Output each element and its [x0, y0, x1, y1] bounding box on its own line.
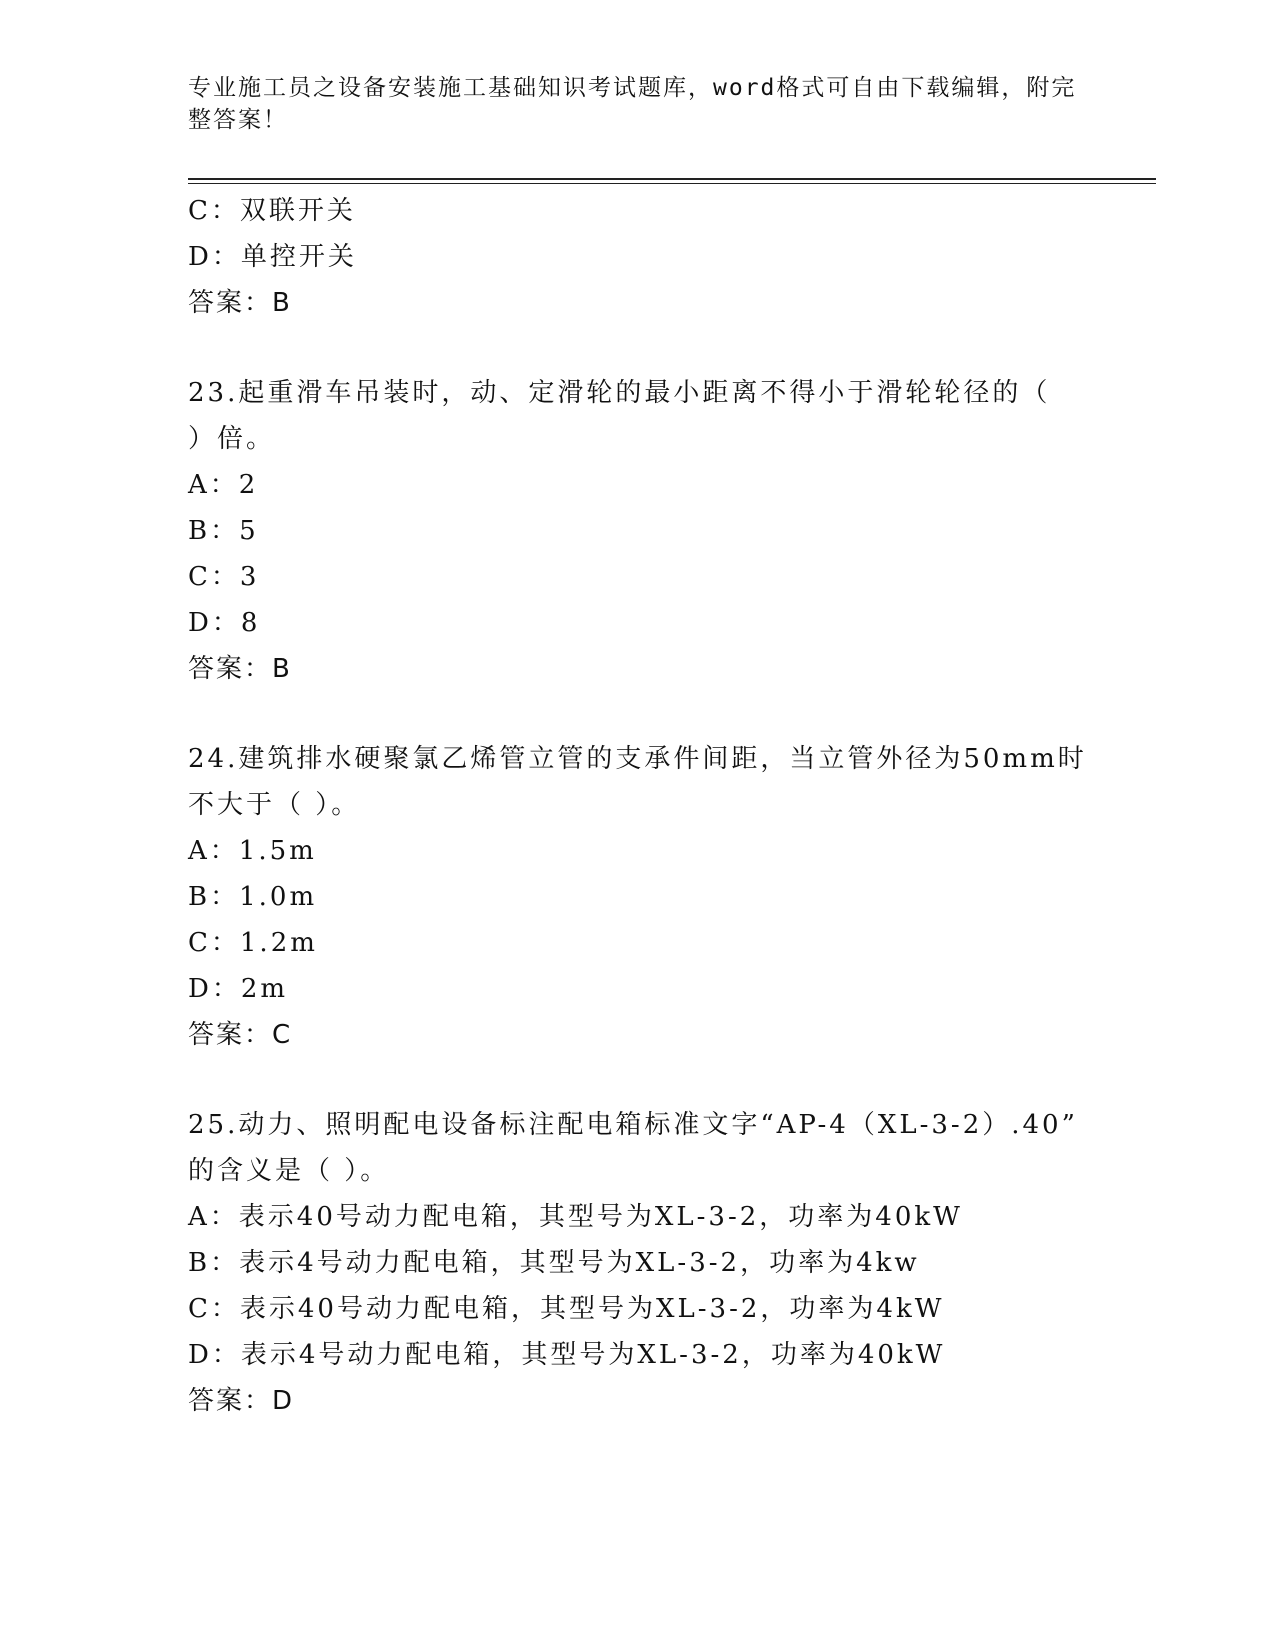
- option-d: D：8: [188, 608, 261, 638]
- option-c: C：双联开关: [188, 196, 356, 226]
- answer-line: 答案：C: [188, 1020, 293, 1050]
- option-b: B：表示4号动力配电箱，其型号为XL-3-2，功率为4kw: [188, 1248, 920, 1278]
- spacer: [188, 1058, 1088, 1102]
- document-header: 专业施工员之设备安装施工基础知识考试题库，word格式可自由下载编辑，附完整答案！: [188, 75, 1077, 133]
- spacer: [188, 692, 1088, 736]
- option-a: A：1.5m: [188, 836, 317, 866]
- option-a: A：2: [188, 470, 259, 500]
- question-stem-line: 23.起重滑车吊装时，动、定滑轮的最小距离不得小于滑轮轮径的（: [188, 378, 1051, 408]
- question-24: [188, 736, 1088, 1058]
- answer-line: 答案：B: [188, 288, 292, 318]
- option-d: D：表示4号动力配电箱，其型号为XL-3-2，功率为40kW: [188, 1340, 946, 1370]
- question-23: [188, 370, 1088, 692]
- question-stem-line: 不大于（ ）。: [188, 790, 361, 820]
- header-rule-thick: [188, 178, 1156, 180]
- option-b: B：5: [188, 516, 259, 546]
- option-c: C：表示40号动力配电箱，其型号为XL-3-2，功率为4kW: [188, 1294, 945, 1324]
- option-b: B：1.0m: [188, 882, 318, 912]
- option-d: D：单控开关: [188, 242, 357, 272]
- continued-question: [188, 188, 1088, 326]
- question-stem-line: 24.建筑排水硬聚氯乙烯管立管的支承件间距，当立管外径为50mm时: [188, 744, 1087, 774]
- option-c: C：3: [188, 562, 260, 592]
- question-stem-line: 25.动力、照明配电设备标注配电箱标准文字“AP-4（XL-3-2）.40”: [188, 1110, 1078, 1140]
- question-25: [188, 1102, 1088, 1424]
- header-rule-thin: [188, 183, 1156, 184]
- question-stem-line: ）倍。: [188, 424, 276, 454]
- option-a: A：表示40号动力配电箱，其型号为XL-3-2，功率为40kW: [188, 1202, 963, 1232]
- option-c: C：1.2m: [188, 928, 318, 958]
- answer-line: 答案：B: [188, 654, 292, 684]
- spacer: [188, 326, 1088, 370]
- document-body: [188, 188, 1088, 1424]
- question-stem-line: 的含义是（ ）。: [188, 1156, 390, 1186]
- option-d: D：2m: [188, 974, 289, 1004]
- answer-line: 答案：D: [188, 1386, 295, 1416]
